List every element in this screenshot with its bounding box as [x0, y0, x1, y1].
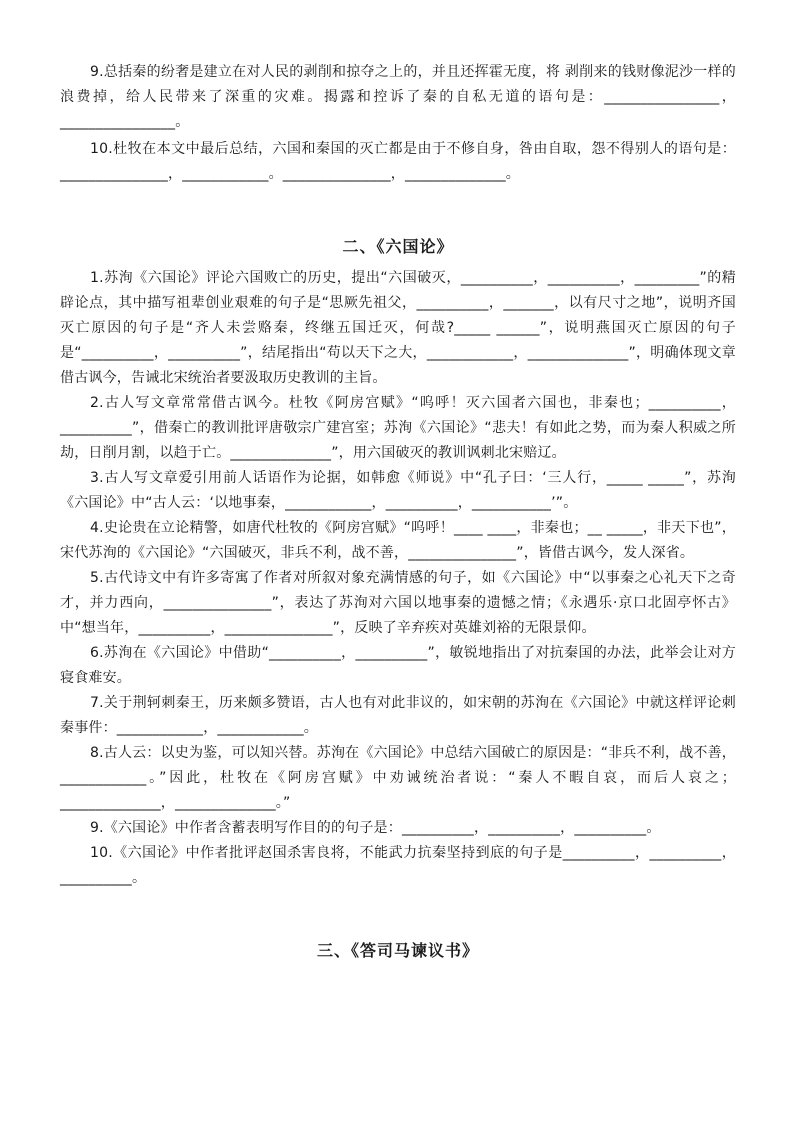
- question-2: 2.古人写文章常常借古讽今。杜牧《阿房宫赋》“呜呼！灭六国者六国也，非秦也；__________，__________”，借秦亡的教训批评唐敬宗广建宫室；苏洵《六国论》“悲夫！有如此之势，而为秦人积威之所劫，日削月割，以趋于亡。______________”，用六国破灭的教训讽刺北宋赔辽。: [60, 395, 736, 461]
- question-8: 8.古人云：以史为鉴，可以知兴替。苏洵在《六国论》中总结六国破亡的原因是：“非兵不利，战不善，____________。”因此，杜牧在《阿房宫赋》中劝诫统治者说：“秦人不暇自哀，而后人哀之；______________，______________。”: [60, 745, 737, 811]
- question-6: 6.苏洵在《六国论》中借助“__________，__________”，敏锐地指出了对抗秦国的办法，此举会让对方寝食难安。: [60, 645, 736, 686]
- section-title-3: 三、《答司马谏议书》: [316, 941, 479, 960]
- section-title: 二、《六国论》: [342, 237, 454, 256]
- question-9b: 9.《六国论》中作者含蓄表明写作目的的句子是：__________，__________，__________。: [90, 820, 661, 836]
- question-5: 5.古代诗文中有许多寄寓了作者对所叙对象充满情感的句子，如《六国论》中“以事秦之心礼天下之奇才，并力西向，_______________”，表达了苏洵对六国以地事秦的遗憾之情；《永遇乐·京口北固亭怀古》中“想当年，__________，_______________”，反映了辛弃疾对英雄刘裕的无限景仰。: [60, 570, 736, 636]
- question-3: 3.古人写文章爱引用前人话语作为论据，如韩愈《师说》中“孔子曰：‘三人行，_____ _____”，苏洵《六国论》中“古人云：‘以地事秦，____________，__________，___________’”。: [60, 470, 736, 511]
- question-10b: 10.《六国论》中作者批评赵国杀害良将，不能武力抗秦坚持到底的句子是__________，__________，__________。: [60, 845, 736, 886]
- worksheet-page: [60, 60, 736, 963]
- question-9: 9.总括秦的纷奢是建立在对人民的剥削和掠夺之上的，并且还挥霍无度，将 剥削来的钱财像泥沙一样的浪费掉，给人民带来了深重的灾难。揭露和控诉了秦的自私无道的语句是：________________，________________。: [60, 64, 736, 130]
- question-10: 10.杜牧在本文中最后总结，六国和秦国的灭亡都是由于不修自身，咎由自取，怨不得别人的语句是：_______________，____________。_______________，______________。: [60, 141, 736, 182]
- question-4: 4.史论贵在立论精警，如唐代杜牧的《阿房宫赋》“呜呼！____ ____，非秦也；__ _____，非天下也”，宋代苏洵的《六国论》“六国破灭，非兵不利，战不善，_______________”，皆借古讽今，发人深省。: [60, 520, 736, 561]
- question-7: 7.关于荆轲刺秦王，历来颇多赞语，古人也有对此非议的，如宋朝的苏洵在《六国论》中就这样评论刺秦事件：____________，____________。: [60, 695, 736, 736]
- question-1: 1.苏洵《六国论》评论六国败亡的历史，提出“六国破灭，__________，__________，_________”的精辟论点，其中描写祖辈创业艰难的句子是“思厥先祖父，__________，_______，以有尺寸之地”，说明齐国灭亡原因的句子是“齐人未尝赂秦，终继五国迁灭，何哉?_____ ______”，说明燕国灭亡原因的句子是“__________，__________”，结尾指出“苟以天下之大，____________，______________”，明确体现文章借古讽今，告诫北宋统治者要汲取历史教训的主旨。: [60, 270, 736, 386]
